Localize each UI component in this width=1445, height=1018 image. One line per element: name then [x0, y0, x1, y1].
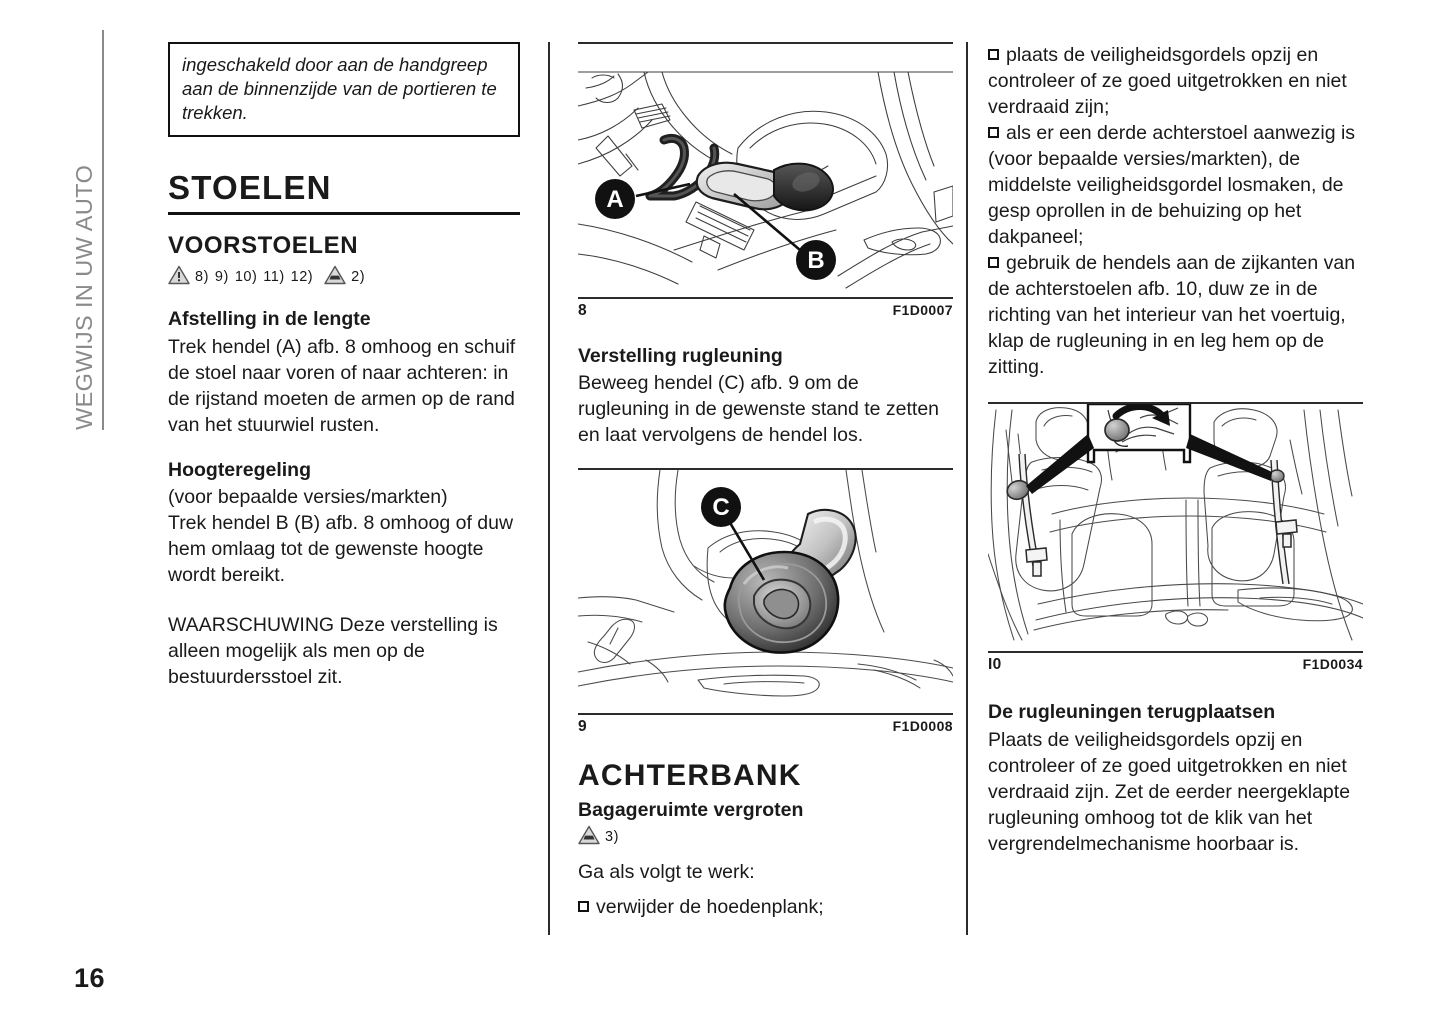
- symbol-reference-line-mid: [578, 825, 953, 849]
- symbol-reference-line: [168, 265, 520, 289]
- figure-10-number: I0: [988, 656, 1002, 674]
- list-item-label: verwijder de hoedenplank;: [596, 896, 824, 919]
- paragraph-rugleuningen-terugplaatsen: Plaats de veiligheidsgordels opzij en controleer of ze goed uitgetrokken en niet verdraaid zijn. Zet de eerder neergeklapte rugleuning omhoog tot de klik van het vergrendelmechanisme hoorbaar is.: [988, 728, 1351, 855]
- figure-8: [578, 42, 953, 320]
- middle-column: [578, 42, 953, 920]
- bullet-list-right: [988, 42, 1363, 380]
- figure-10-caption: [988, 653, 1363, 674]
- list-item-label: gebruik de hendels aan de zijkanten van de achterstoelen afb. 10, duw ze in de richting van het interieur van het voertuig, klap de rugleuning in en leg hem op de zitting.: [988, 252, 1356, 379]
- heading-hoogteregeling: Hoogteregeling: [168, 458, 312, 481]
- paragraph-ga-als-volgt: Ga als volgt te werk:: [578, 861, 755, 884]
- figure-8-code: F1D0007: [892, 302, 953, 318]
- note-box: ingeschakeld door aan de handgreep aan de binnenzijde van de portieren te trekken.: [168, 42, 520, 137]
- figure-8-caption: [578, 299, 953, 320]
- svg-text:A: A: [606, 186, 624, 213]
- figure-8-number: 8: [578, 302, 587, 319]
- square-bullet-icon: [988, 49, 999, 60]
- heading-bagageruimte-vergroten: Bagageruimte vergroten: [578, 798, 804, 821]
- section-tab-label: WEGWIJS IN UW AUTO: [70, 164, 97, 430]
- page-title-rule: [168, 212, 520, 215]
- figure-8-artwork: [578, 44, 953, 297]
- paragraph-waarschuwing: WAARSCHUWING Deze verstelling is alleen mogelijk als men op de bestuurdersstoel zit.: [168, 614, 498, 689]
- square-bullet-icon: [988, 257, 999, 268]
- figure-9-artwork: [578, 470, 953, 713]
- heading-rugleuningen-terugplaatsen: De rugleuningen terugplaatsen: [988, 701, 1276, 724]
- paragraph-afstelling-lengte: Trek hendel (A) afb. 8 omhoog en schuif de stoel naar voren of naar achteren: in de rijstand moeten de armen op de rand van het stuurwiel rusten.: [168, 335, 516, 436]
- figure-9-number: 9: [578, 718, 587, 736]
- paragraph-hoogteregeling: Trek hendel B (B) afb. 8 omhoog of duw hem omlaag tot de gewenste hoogte wordt bereikt.: [168, 512, 514, 587]
- figure-9: [578, 468, 953, 736]
- svg-text:C: C: [712, 494, 730, 522]
- heading-afstelling-lengte: Afstelling in de lengte: [168, 308, 371, 331]
- warning-refs: 8) 9) 10) 11) 12): [195, 269, 314, 286]
- list-item: [988, 120, 1363, 250]
- left-column: [168, 42, 520, 710]
- svg-text:B: B: [807, 247, 825, 274]
- vehicle-refs-mid: 3): [605, 829, 619, 846]
- square-bullet-icon: [578, 901, 589, 912]
- warning-triangle-icon: [168, 265, 190, 289]
- section-tab: [58, 30, 104, 430]
- list-item-label: plaats de veiligheidsgordels opzij en controleer of ze goed uitgetrokken en niet verdraaid zijn;: [988, 44, 1347, 119]
- figure-9-caption: [578, 715, 953, 736]
- figure-9-code: F1D0008: [892, 718, 953, 735]
- subsection-title: VOORSTOELEN: [168, 231, 359, 259]
- figure-10-code: F1D0034: [1302, 656, 1363, 673]
- section-tab-rule: [102, 30, 104, 430]
- list-item: [988, 250, 1363, 380]
- vehicle-triangle-icon: [324, 265, 346, 289]
- paragraph-verstelling-rugleuning: Beweeg hendel (C) afb. 9 om de rugleuning in de gewenste stand te zetten en laat vervolgens de hendel los.: [578, 372, 940, 447]
- page-title: STOELEN: [168, 169, 332, 207]
- paragraph-versies-markten: (voor bepaalde versies/markten): [168, 486, 448, 509]
- page-number: 16: [74, 963, 106, 993]
- vehicle-refs: 2): [351, 269, 366, 286]
- square-bullet-icon: [988, 127, 999, 138]
- list-item: [988, 42, 1363, 120]
- list-item: [578, 894, 953, 920]
- vehicle-triangle-icon: [578, 825, 600, 849]
- section-title-achterbank: ACHTERBANK: [578, 759, 802, 793]
- column-divider-right: [966, 42, 968, 935]
- bullet-list-middle: [578, 894, 953, 920]
- figure-10-artwork: [988, 404, 1363, 651]
- figure-10: [988, 402, 1363, 674]
- heading-verstelling-rugleuning: Verstelling rugleuning: [578, 345, 783, 367]
- list-item-label: als er een derde achterstoel aanwezig is (voor bepaalde versies/markten), de middelste veiligheidsgordel losmaken, de gesp oprollen in de behuizing op het dakpaneel;: [988, 122, 1356, 249]
- right-column: [988, 42, 1363, 877]
- column-divider-left: [548, 42, 550, 935]
